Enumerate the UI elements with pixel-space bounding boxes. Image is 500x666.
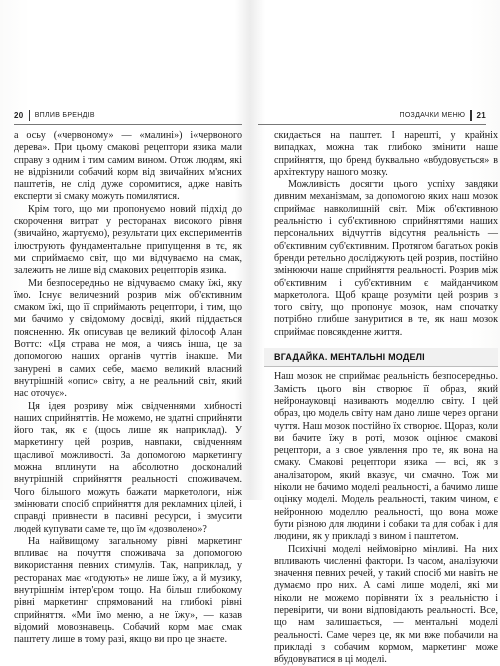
right-page-header xyxy=(399,108,486,122)
header-rule xyxy=(14,124,242,125)
paragraph: Можливість досягти цього успіху завдяки дивним механізмам, за допомогою яких наш мозок сприймає навколишній світ. Між об'єктивною реальністю і суб'єктивною сприйняттями наших персональних відчуттів відсутня реальність — об'єктивним суб'єктивним. Протягом багатьох років бренди ретельно досліджують цей розрив, постійно змінюючи наше сприйняття реальності. Розрив між об'єктивним і суб'єктивним є майданчиком маркетолога. Щоб краще розуміти цей розрив з того світу, що пропонує мозок, нам спочатку потрібно глибше зануритися в те, як наш мозок сприймає повсякденне життя. xyxy=(274,179,498,339)
header-rule xyxy=(258,124,486,125)
right-page xyxy=(250,0,500,500)
left-page-header xyxy=(14,108,95,122)
paragraph: скидається на паштет. І нарешті, у крайніх випадках, можна так глибоко змінити наше сприйняття, що бренд буквально «вбудовується» в архітектуру нашого мозку. xyxy=(274,130,498,179)
section-heading: ВГАДАЙКА. МЕНТАЛЬНІ МОДЕЛІ xyxy=(264,348,498,367)
left-page-body xyxy=(14,130,242,646)
running-title: ПОЗДАЧКИ МЕНЮ xyxy=(399,112,465,119)
paragraph: Наш мозок не сприймає реальність безпосередньо. Замість цього він створює її образ, який нейронауковці називають моделлю світу. І цей образ, цю модель світу нам дано лише через органи чуття. Наш мозок постійно їх створює. Щораз, коли ви бачите їжу в роті, мозок оцінює смакові рецептори, а з свое уявлення про те, як вона на смаку. Смакові рецептори язика — всі, як з аналізатором, який вказує, чи смачно. Тож ми ніколи не бачимо моделі реальності, а бачимо лише оцінку моделі. Модель реальності, таким чином, є нейронною моделлю реальності, що вона може бути різною для людини і собаки та для собак і для людини, як у прикладі з вином і паштетом. xyxy=(274,371,498,543)
right-page-body xyxy=(274,130,498,666)
left-page xyxy=(0,0,250,500)
page-number: 21 xyxy=(477,111,487,120)
paragraph: Крім того, що ми пропонуємо новий підхід до скорочення витрат у ресторанах високого рівня (звичайно, жартуємо), результати цих експериментів ілюструють фундаментальне припущення в тє, як ми сприймаємо світ, що ми відчуваємо на смак, залежить не лише від смакових рецепторів язика. xyxy=(14,204,242,278)
running-title: ВПЛИВ БРЕНДІВ xyxy=(35,112,95,119)
paragraph: а осьу («червоному» — «малині») і«червоного дерева». При цьому смакові рецептори язика мали справу з одним і тим самим вином. Отож людям, які не відрізнили собачий корм від звичайних м'ясних паштетів, не слід дуже соромитися, адже навіть експерти зі смаку можуть помилятися. xyxy=(14,130,242,204)
header-divider xyxy=(29,110,30,121)
page-number: 20 xyxy=(14,111,24,120)
paragraph: Психічні моделі неймовірно мінливі. На них впливають численні фактори. Із часом, аналізуючи значення певних речей, у такий спосіб ми навіть не думаємо про них. А самі лише моделі, які ми ніколи не можемо порівняти їх з реальністю і перевірити, чи вони відповідають реальності. Все, що нам залишається, — ментальні моделі реальності. Саме через це, як ми вже побачили на прикладі з собачим кормом, маркетинг може вбудовуватися в ці моделі. xyxy=(274,544,498,666)
paragraph: Ця ідея розриву між свідченнями хибності наших сприйняттів. Не можемо, не здатні сприйняти його так, як є (щось лише як наприклад). У маркетингу цей розрив, навпаки, свідченням щасливої можливості. За допомогою маркетингу можна вплинути на абсолютно досконалий внутрішній сприйняття реальності споживачем. Чого більшого можуть бажати маркетологи, ніж змінювати спосіб сприйняття для рекламних цілей, і справді привнести в пасивні ресурси, і змусити людей купувати саме те, що їм «дозволено»? xyxy=(14,401,242,536)
paragraph: На найвищому загальному рівні маркетинг впливає на почуття споживача за допомогою використання певних стимулів. Так, наприклад, у ресторанах має «годують» не лише їжу, а й музику, внутрішнім інтер'єром тощо. На більш глибокому рівні маркетинг спрямований на глибокі рівні сприйняття. «Ми їмо меню, а не їжу», — казав відомий мовознавець. Собачий корм має смак паштету лише в тому разі, якщо ви про це знаєте. xyxy=(14,536,242,647)
header-divider xyxy=(470,110,471,121)
paragraph: Ми безпосередньо не відчуваємо смаку їжі, яку їмо. Існує величезний розрив між об'єктивним смаком їжі, що її сприймають рецептори, і тим, що ми бачимо у свідомому досвіді, який піддається поясненню. Як описував це великий філософ Алан Воттс: «Ця страва не моя, а чиясь інша, це за допомогою наших органів чуттів інакше. Ми занурені в самих себе, маємо великий власний внутрішній «опис» світу, а не реальний світ, який нас оточує». xyxy=(14,278,242,401)
